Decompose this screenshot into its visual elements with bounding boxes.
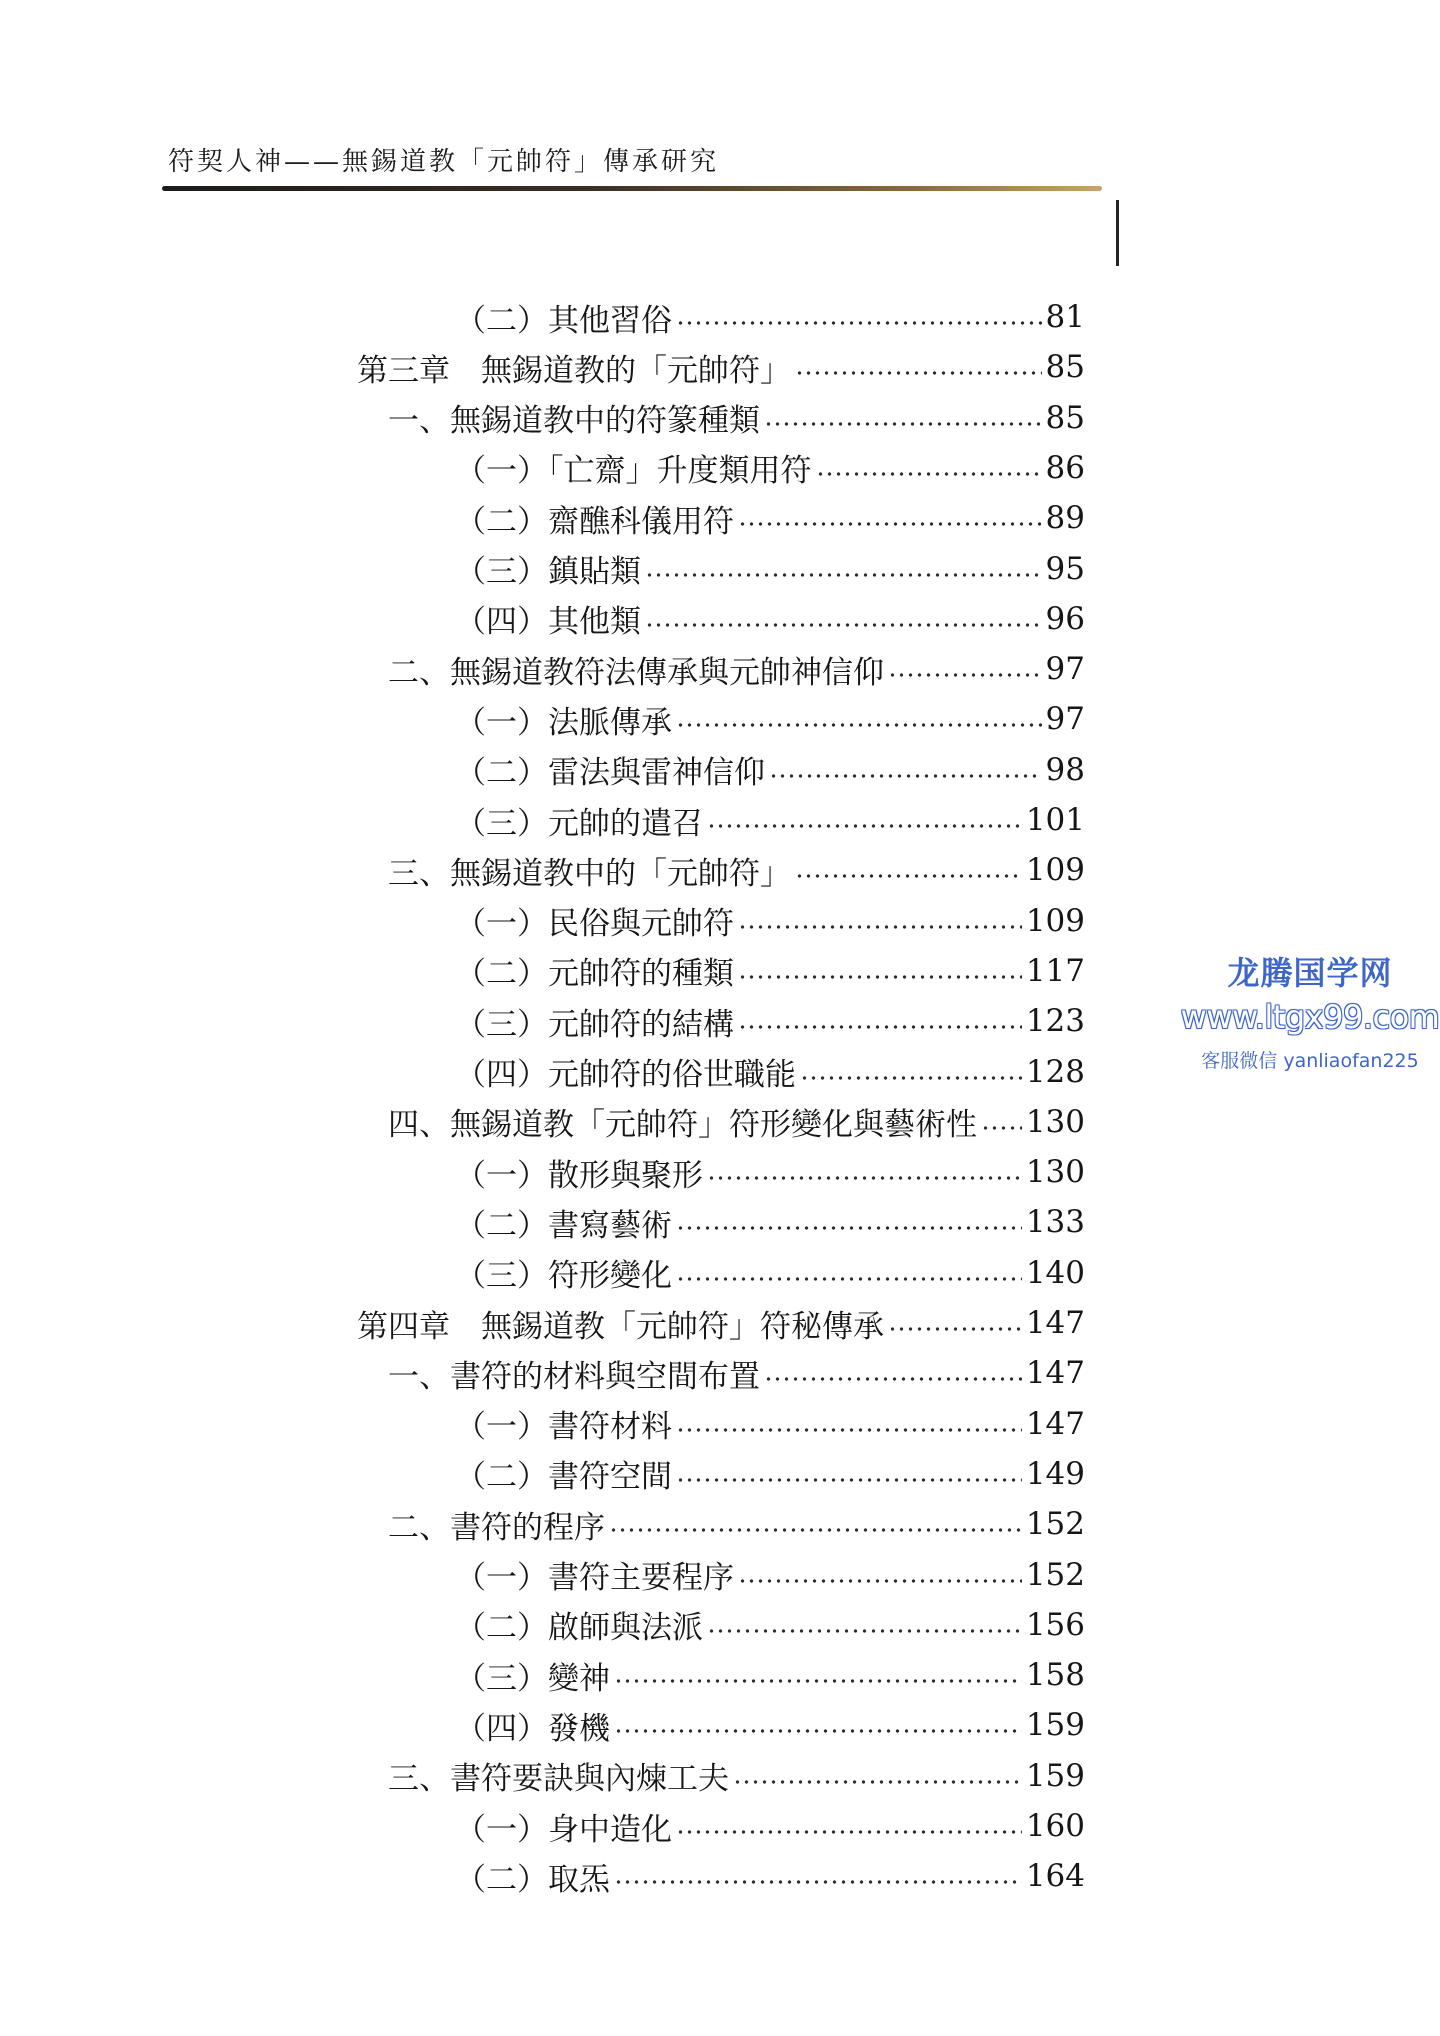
toc-entry-title: （二）其他習俗	[455, 302, 672, 339]
toc-page-number: 89	[1045, 500, 1085, 537]
toc-entry-title: （四）其他類	[455, 604, 641, 641]
toc-page-number: 164	[1025, 1858, 1085, 1895]
toc-page-number: 85	[1045, 399, 1085, 436]
toc-page-number: 101	[1025, 802, 1085, 838]
toc-section-row	[388, 1097, 1085, 1147]
toc-subsection-row	[455, 1851, 1085, 1901]
toc-subsection-row	[455, 745, 1085, 795]
toc-entry-title: 三、無錫道教中的「元帥符」	[388, 855, 791, 892]
toc-entry-title: （三）元帥的遣召	[455, 805, 703, 842]
toc-leader-dots	[645, 594, 1042, 644]
toc-leader-dots	[707, 1147, 1022, 1197]
toc-subsection-row	[455, 292, 1085, 342]
toc-leader-dots	[764, 393, 1042, 443]
toc-page-number: 109	[1025, 902, 1085, 939]
toc-page-number: 128	[1025, 1053, 1085, 1090]
toc-page-number: 130	[1025, 1103, 1085, 1140]
toc-section-row	[388, 845, 1085, 895]
toc-page-number: 140	[1025, 1254, 1085, 1291]
toc-entry-title: （三）符形變化	[455, 1258, 672, 1295]
watermark-url: www.ltgx99.com	[1180, 998, 1440, 1036]
toc-page-number: 96	[1045, 600, 1085, 637]
toc-leader-dots	[707, 1600, 1022, 1650]
toc-subsection-row	[455, 443, 1085, 493]
toc-subsection-row	[455, 1449, 1085, 1499]
toc-subsection-row	[455, 1650, 1085, 1700]
toc-leader-dots	[981, 1097, 1022, 1147]
toc-leader-dots	[614, 1650, 1022, 1700]
toc-entry-title: （一）身中造化	[455, 1811, 672, 1848]
toc-entry-title: （一）法脈傳承	[455, 704, 672, 741]
toc-leader-dots	[888, 1298, 1022, 1348]
toc-leader-dots	[676, 1399, 1022, 1449]
watermark	[1180, 948, 1440, 1073]
toc-subsection-row	[455, 544, 1085, 594]
toc-subsection-row	[455, 1801, 1085, 1851]
toc-chapter-row	[357, 342, 1085, 392]
toc-entry-title: （一）散形與聚形	[455, 1157, 703, 1194]
toc-leader-dots	[795, 342, 1042, 392]
watermark-contact: 客服微信 yanliaofan225	[1201, 1050, 1419, 1072]
toc-subsection-row	[455, 694, 1085, 744]
toc-page-number: 86	[1045, 449, 1085, 486]
toc-page-number: 95	[1045, 550, 1085, 587]
toc-leader-dots	[738, 1550, 1022, 1600]
toc-page-number: 147	[1025, 1305, 1085, 1341]
toc-leader-dots	[609, 1499, 1022, 1549]
toc-subsection-row	[455, 795, 1085, 845]
toc-entry-title: 一、無錫道教中的符篆種類	[388, 403, 760, 440]
toc-entry-title: （二）雷法與雷神信仰	[455, 755, 765, 792]
toc-leader-dots	[676, 1801, 1022, 1851]
toc-entry-title: （一）民俗與元帥符	[455, 906, 734, 943]
toc-page-number: 81	[1045, 299, 1085, 335]
toc-subsection-row	[455, 1147, 1085, 1197]
toc-entry-title: 四、無錫道教「元帥符」符形變化與藝術性	[388, 1107, 977, 1144]
toc-entry-title: 二、無錫道教符法傳承與元帥神信仰	[388, 654, 884, 691]
toc-subsection-row	[455, 594, 1085, 644]
toc-page-number: 123	[1025, 1003, 1085, 1040]
toc-page-number: 85	[1045, 349, 1085, 386]
toc-section-row	[388, 1751, 1085, 1801]
toc-leader-dots	[738, 946, 1022, 996]
toc-chapter-row	[357, 1298, 1085, 1348]
running-head: 符契人神——無錫道教「元帥符」傳承研究	[168, 147, 720, 177]
toc-leader-dots	[707, 795, 1022, 845]
toc-leader-dots	[738, 996, 1022, 1046]
toc-page-number: 152	[1025, 1556, 1085, 1593]
toc-leader-dots	[769, 745, 1042, 795]
toc-leader-dots	[676, 1248, 1022, 1298]
toc-page-number: 98	[1045, 751, 1085, 788]
toc-page-number: 147	[1025, 1355, 1085, 1392]
toc-leader-dots	[614, 1700, 1022, 1750]
toc-entry-title: （一）書符主要程序	[455, 1560, 734, 1596]
toc-entry-title: （三）元帥符的結構	[455, 1006, 734, 1043]
toc-entry-title: （二）啟師與法派	[455, 1610, 703, 1647]
toc-page-number: 109	[1025, 852, 1085, 889]
toc-entry-title: （一）書符材料	[455, 1409, 672, 1446]
toc-entry-title: （三）變神	[455, 1660, 610, 1697]
toc-leader-dots	[738, 493, 1042, 543]
toc-entry-title: 第四章 無錫道教「元帥符」符秘傳承	[357, 1308, 884, 1345]
toc-page-number: 147	[1025, 1405, 1085, 1442]
toc-page-number: 159	[1025, 1757, 1085, 1794]
toc-entry-title: （二）取炁	[455, 1861, 610, 1898]
toc-leader-dots	[738, 896, 1022, 946]
toc-leader-dots	[764, 1348, 1022, 1398]
toc-page-number: 117	[1025, 952, 1085, 989]
toc-entry-title: （四）元帥符的俗世職能	[455, 1057, 796, 1093]
toc-entry-title: （二）齋醮科儀用符	[455, 503, 734, 540]
toc-page-number: 158	[1025, 1657, 1085, 1694]
toc-page-number: 133	[1025, 1204, 1085, 1241]
toc-entry-title: （二）書寫藝術	[455, 1207, 672, 1244]
toc-section-row	[388, 1348, 1085, 1398]
watermark-title: 龙腾国学网	[1227, 954, 1393, 992]
toc-page-number: 152	[1025, 1506, 1085, 1543]
toc-subsection-row	[455, 1550, 1085, 1600]
toc-subsection-row	[455, 1700, 1085, 1750]
toc-entry-title: （四）發機	[455, 1710, 610, 1747]
toc-subsection-row	[455, 946, 1085, 996]
toc-page-number: 97	[1045, 701, 1085, 738]
toc-page-number: 149	[1025, 1455, 1085, 1492]
toc-page-number: 156	[1025, 1606, 1085, 1643]
toc-subsection-row	[455, 1197, 1085, 1247]
toc-section-row	[388, 644, 1085, 694]
toc-section-row	[388, 393, 1085, 443]
toc-leader-dots	[676, 1197, 1022, 1247]
toc-entry-title: 三、書符要訣與內煉工夫	[388, 1761, 729, 1798]
toc-leader-dots	[733, 1751, 1022, 1801]
toc-leader-dots	[676, 1449, 1022, 1499]
toc-section-row	[388, 1499, 1085, 1549]
toc-subsection-row	[455, 1047, 1085, 1097]
toc-page-number: 159	[1025, 1707, 1085, 1744]
toc-page-number: 97	[1045, 651, 1085, 688]
toc-leader-dots	[888, 644, 1042, 694]
toc-leader-dots	[645, 544, 1042, 594]
toc-subsection-row	[455, 1600, 1085, 1650]
toc-subsection-row	[455, 1399, 1085, 1449]
toc-page-number: 130	[1025, 1154, 1085, 1191]
toc-subsection-row	[455, 996, 1085, 1046]
toc-subsection-row	[455, 1248, 1085, 1298]
toc-page-number: 160	[1025, 1808, 1085, 1844]
toc-leader-dots	[816, 443, 1042, 493]
toc-entry-title: （一）「亡齋」升度類用符	[455, 453, 812, 490]
toc-entry-title: （三）鎮貼類	[455, 554, 641, 590]
toc-leader-dots	[800, 1047, 1022, 1097]
toc-leader-dots	[676, 694, 1042, 744]
toc-entry-title: （二）書符空間	[455, 1459, 672, 1496]
toc-subsection-row	[455, 896, 1085, 946]
toc-leader-dots	[614, 1851, 1022, 1901]
toc-entry-title: 一、書符的材料與空間布置	[388, 1358, 760, 1395]
toc-leader-dots	[795, 845, 1022, 895]
toc-entry-title: 第三章 無錫道教的「元帥符」	[357, 352, 791, 389]
toc-entry-title: 二、書符的程序	[388, 1509, 605, 1546]
toc-subsection-row	[455, 493, 1085, 543]
toc-leader-dots	[676, 292, 1042, 342]
toc-entry-title: （二）元帥符的種類	[455, 956, 734, 993]
